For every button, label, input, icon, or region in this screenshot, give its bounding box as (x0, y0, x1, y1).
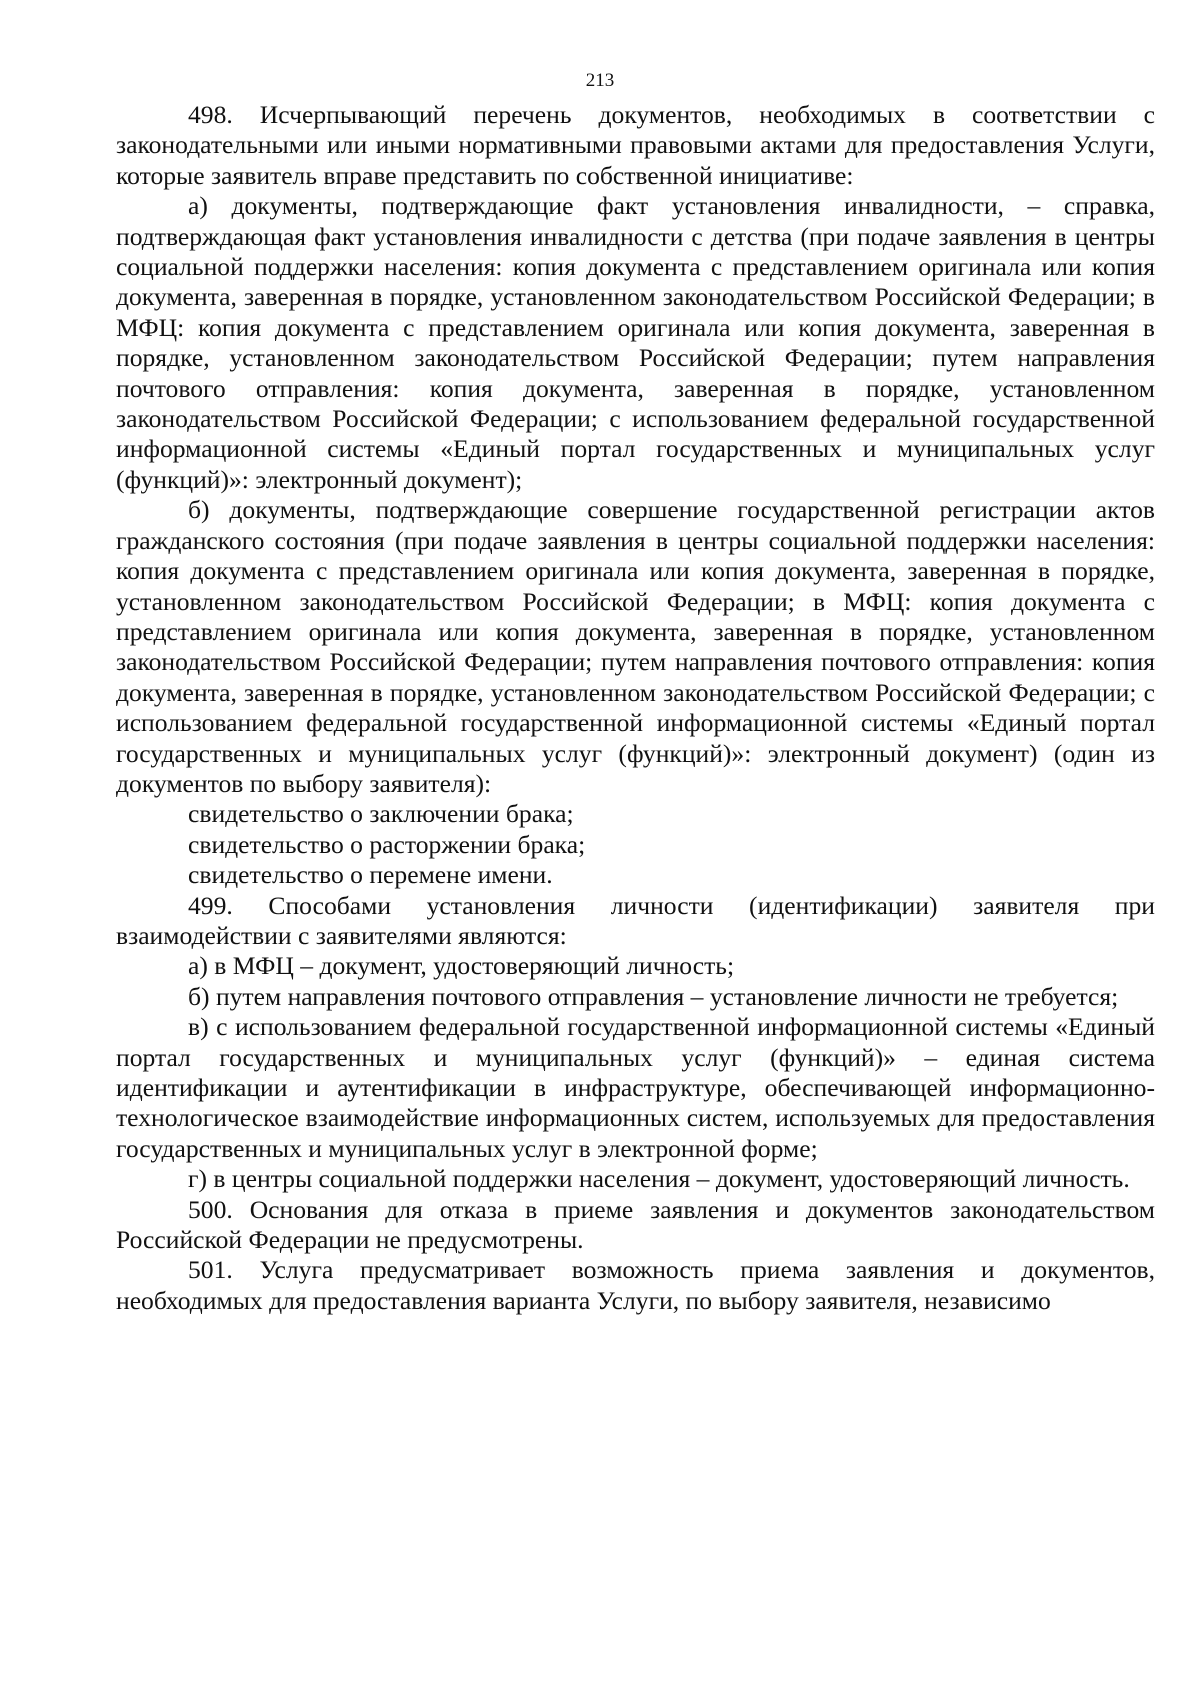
paragraph-499-item-a: а) в МФЦ – документ, удостоверяющий личность; (188, 951, 735, 981)
paragraph-500: 500. Основания для отказа в приеме заявления и документов законодательством Российской Федерации не предусмотрены. (116, 1194, 1155, 1255)
paragraph-499-item-c: в) с использованием федеральной государственной информационной системы «Единый портал государственных и муниципальных услуг (функций)» – единая система идентификации и аутентификации в инфраструктуре, обеспечивающей информационно-технологическое взаимодействие информационных систем, используемых для предоставления государственных и муниципальных услуг в электронной форме; (116, 1012, 1155, 1163)
paragraph-498-item-a: а) документы, подтверждающие факт установления инвалидности, – справка, подтверждающая факт установления инвалидности с детства (при подаче заявления в центры социальной поддержки населения: копия документа с представлением оригинала или копия документа, заверенная в порядке, установленном законодательством Российской Федерации; в МФЦ: копия документа с представлением оригинала или копия документа, заверенная в порядке, установленном законодательством Российской Федерации; путем направления почтового отправления: копия документа, заверенная в порядке, установленном законодательством Российской Федерации; с использованием федеральной государственной информационной системы «Единый портал государственных и муниципальных услуг (функций)»: электронный документ); (116, 191, 1155, 494)
paragraph-498: 498. Исчерпывающий перечень документов, необходимых в соответствии с законодательными или иными нормативными правовыми актами для предоставления Услуги, которые заявитель вправе представить по собственной инициативе: (116, 100, 1155, 190)
paragraph-499-item-d: г) в центры социальной поддержки населения – документ, удостоверяющий личность. (188, 1164, 1130, 1194)
paragraph-498-item-b: б) документы, подтверждающие совершение государственной регистрации актов гражданского состояния (при подаче заявления в центры социальной поддержки населения: копия документа с представлением оригинала или копия документа, заверенная в порядке, установленном законодательством Российской Федерации; в МФЦ: копия документа с представлением оригинала или копия документа, заверенная в порядке, установленном законодательством Российской Федерации; путем направления почтового отправления: копия документа, заверенная в порядке, установленном законодательством Российской Федерации; с использованием федеральной государственной информационной системы «Единый портал государственных и муниципальных услуг (функций)»: электронный документ) (один из документов по выбору заявителя): (116, 495, 1155, 798)
page-number: 213 (585, 70, 615, 91)
paragraph-501: 501. Услуга предусматривает возможность приема заявления и документов, необходимых для предоставления варианта Услуги, по выбору заявителя, независимо (116, 1255, 1155, 1315)
list-item-divorce-certificate: свидетельство о расторжении брака; (188, 829, 586, 859)
list-item-marriage-certificate: свидетельство о заключении брака; (188, 799, 574, 829)
list-item-name-change-certificate: свидетельство о перемене имени. (188, 860, 553, 890)
document-body (116, 100, 1155, 1316)
paragraph-499-item-b: б) путем направления почтового отправления – установление личности не требуется; (188, 981, 1119, 1011)
paragraph-499: 499. Способами установления личности (идентификации) заявителя при взаимодействии с заявителями являются: (116, 890, 1155, 950)
